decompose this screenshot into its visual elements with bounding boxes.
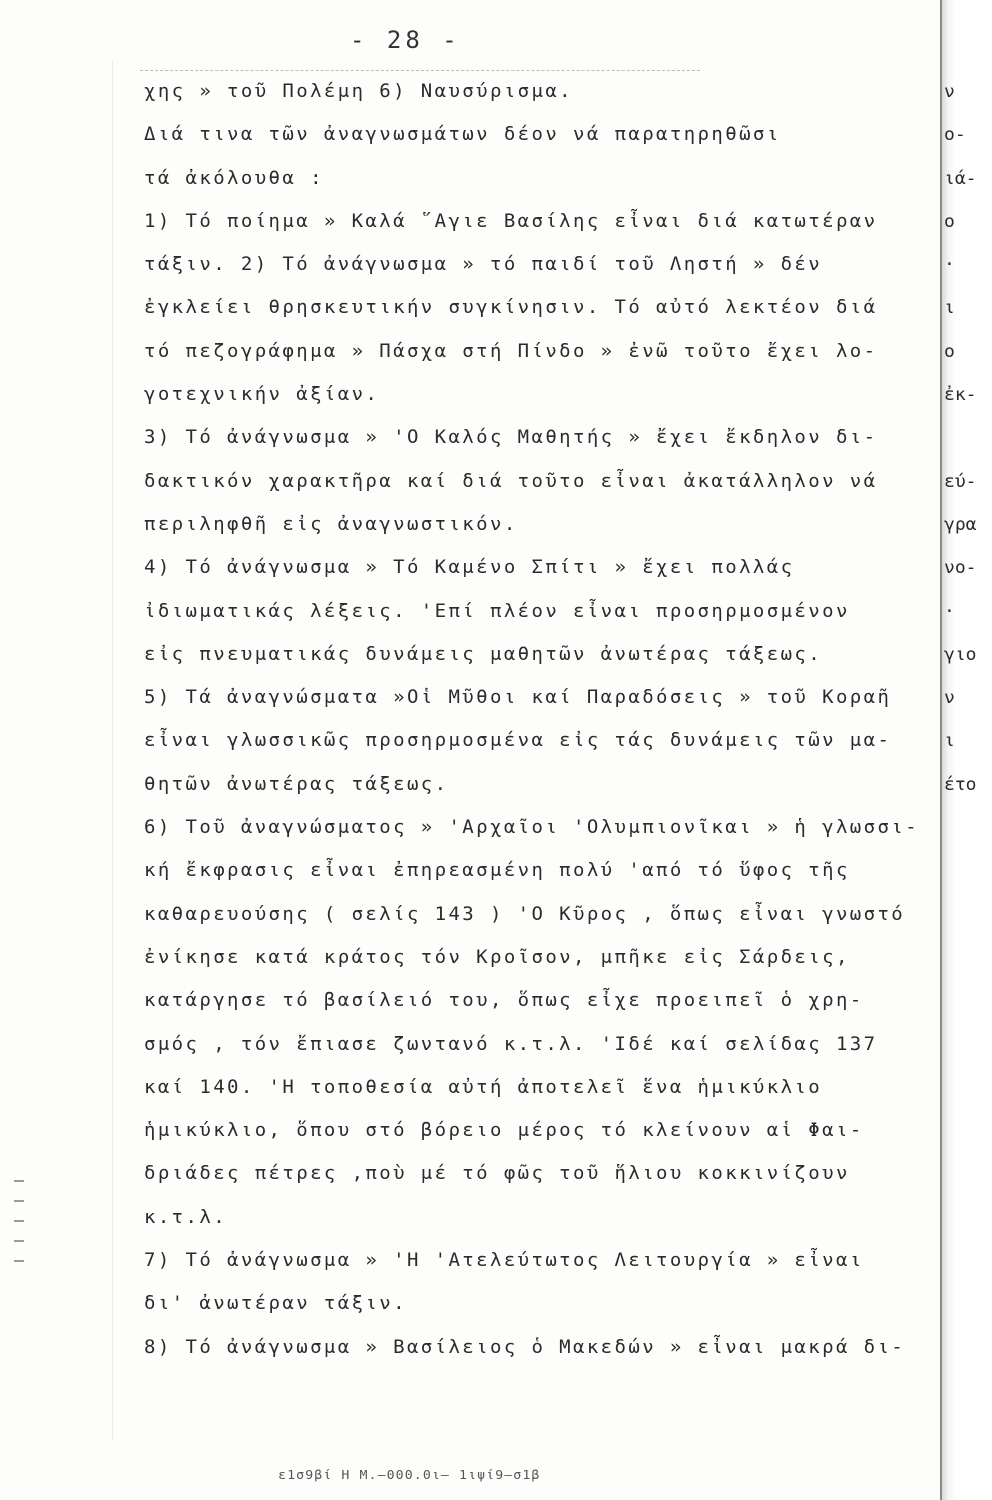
margin-fragment: ο (944, 340, 955, 362)
margin-fragment: ν (944, 81, 955, 102)
text-line: καθαρευούσης ( σελίς 143 ) 'Ο Κῦρος , ὅπως εἶναι γνωστό (144, 902, 906, 925)
margin-fragment (944, 893, 992, 936)
text-line: θητῶν ἀνωτέρας τάξεως. (144, 772, 449, 795)
page-number: - 28 - (350, 26, 461, 54)
margin-fragment: νο- (944, 557, 977, 579)
margin-fragment (944, 1239, 992, 1282)
margin-fragment: ι (944, 297, 955, 319)
footer-imprint: ε1σ9βί Η Μ.—000.0ι— 1ιψί9—σ1β (278, 1468, 541, 1482)
margin-fragment: ἐκ- (944, 384, 977, 406)
text-line: κή ἔκφρασις εἶναι ἐπηρεασμένη πολύ 'από τό ὕφος τῆς (144, 859, 850, 882)
text-line: τά ἀκόλουθα : (144, 166, 324, 189)
edge-mark (14, 1260, 24, 1262)
text-line: καί 140. 'Η τοποθεσία αὐτή ἀποτελεῖ ἕνα ἡμικύκλιο (144, 1075, 823, 1098)
text-line: εἶναι γλωσσικῶς προσηρμοσμένα εἰς τάς δυνάμεις τῶν μα- (144, 729, 892, 752)
margin-fragment: · (944, 600, 955, 622)
text-line: κατάργησε τό βασίλειό του, ὅπως εἶχε προειπεῖ ὁ χρη- (144, 989, 864, 1012)
margin-fragment: γιο (944, 643, 977, 665)
margin-fragment: ο- (944, 124, 966, 146)
page-fold-line (112, 60, 113, 1440)
text-line: δριάδες πέτρες ,ποὺ μέ τό φῶς τοῦ ἥλιου κοκκινίζουν (144, 1162, 850, 1185)
margin-fragment: εύ- (944, 470, 977, 492)
left-edge-marks (14, 1180, 28, 1400)
margin-fragment (944, 1152, 992, 1195)
typewritten-body (144, 70, 934, 1369)
edge-mark (14, 1200, 24, 1202)
text-line: δι' ἀνωτέραν τάξιν. (144, 1292, 407, 1315)
text-line: δακτικόν χαρακτῆρα καί διά τοῦτο εἶναι ἀκατάλληλον νά (144, 469, 878, 492)
text-line: 4) Τό ἀνάγνωσμα » Τό Καμένο Σπίτι » ἔχει πολλάς (144, 556, 795, 579)
margin-fragment: ι (944, 730, 955, 752)
margin-fragment: γρα (944, 513, 977, 535)
margin-fragment (944, 806, 992, 849)
margin-fragment (944, 849, 992, 892)
text-line: τάξιν. 2) Τό ἀνάγνωσμα » τό παιδί τοῦ Ληστή » δέν (144, 253, 823, 276)
edge-mark (14, 1180, 24, 1182)
text-line: 3) Τό ἀνάγνωσμα » 'Ο Καλός Μαθητής » ἔχει ἔκδηλον δι- (144, 426, 878, 449)
margin-fragment (944, 1066, 992, 1109)
text-line: περιληφθῆ εἰς ἀναγνωστικόν. (144, 512, 518, 535)
text-line: ἰδιωματικάς λέξεις. 'Επί πλέον εἶναι προσηρμοσμένον (144, 599, 850, 622)
margin-fragment (944, 416, 992, 459)
margin-fragment (944, 1326, 992, 1369)
margin-fragment: · (944, 254, 955, 276)
text-line: 1) Τό ποίημα » Καλά ῞Αγιε Βασίλης εἶναι διά κατωτέραν (144, 209, 878, 232)
text-line: σμός , τόν ἔπιασε ζωντανό κ.τ.λ. 'Ιδέ καί σελίδας 137 (144, 1032, 878, 1055)
text-line: ἐγκλείει θρησκευτικήν συγκίνησιν. Τό αὐτό λεκτέον διά (144, 296, 878, 319)
margin-fragment: ιά- (944, 167, 977, 189)
margin-fragment (944, 1023, 992, 1066)
margin-fragment (944, 936, 992, 979)
margin-fragment: έτο (944, 773, 977, 795)
edge-mark (14, 1240, 24, 1242)
text-line: κ.τ.λ. (144, 1205, 228, 1228)
text-line: γοτεχνικήν ἀξίαν. (144, 383, 380, 406)
margin-fragment (944, 1196, 992, 1239)
text-line: ἡμικύκλιο, ὅπου στό βόρειο μέρος τό κλείνουν αἱ Φαι- (144, 1119, 864, 1142)
text-line: ἐνίκησε κατά κράτος τόν Κροῖσον, μπῆκε εἰς Σάρδεις, (144, 945, 850, 968)
text-line: 8) Τό ἀνάγνωσμα » Βασίλειος ὁ Μακεδών » εἶναι μακρά δι- (144, 1335, 906, 1358)
text-line: 5) Τά ἀναγνώσματα »Οἱ Μῦθοι καί Παραδόσεις » τοῦ Κοραῆ (144, 686, 892, 709)
margin-fragment: ν (944, 687, 955, 709)
adjacent-page-fragments (944, 70, 992, 1369)
edge-mark (14, 1220, 24, 1222)
margin-fragment (944, 979, 992, 1022)
text-line: 6) Τοῦ ἀναγνώσματος » 'Αρχαῖοι 'Ολυμπιονῖκαι » ἡ γλωσσι- (144, 816, 919, 839)
text-line: εἰς πνευματικάς δυνάμεις μαθητῶν ἀνωτέρας τάξεως. (144, 642, 823, 665)
text-line: χης » τοῦ Πολέμη 6) Ναυσύρισμα. (144, 80, 574, 102)
margin-fragment (944, 1109, 992, 1152)
text-line: τό πεζογράφημα » Πάσχα στή Πίνδο » ἐνῶ τοῦτο ἔχει λο- (144, 339, 878, 362)
text-line: 7) Τό ἀνάγνωσμα » 'Η 'Ατελεύτωτος Λειτουργία » εἶναι (144, 1249, 864, 1272)
margin-fragment: ο (944, 210, 955, 232)
margin-fragment (944, 1282, 992, 1325)
text-line: Διά τινα τῶν ἀναγνωσμάτων δέον νά παρατηρηθῶσι (144, 123, 781, 146)
